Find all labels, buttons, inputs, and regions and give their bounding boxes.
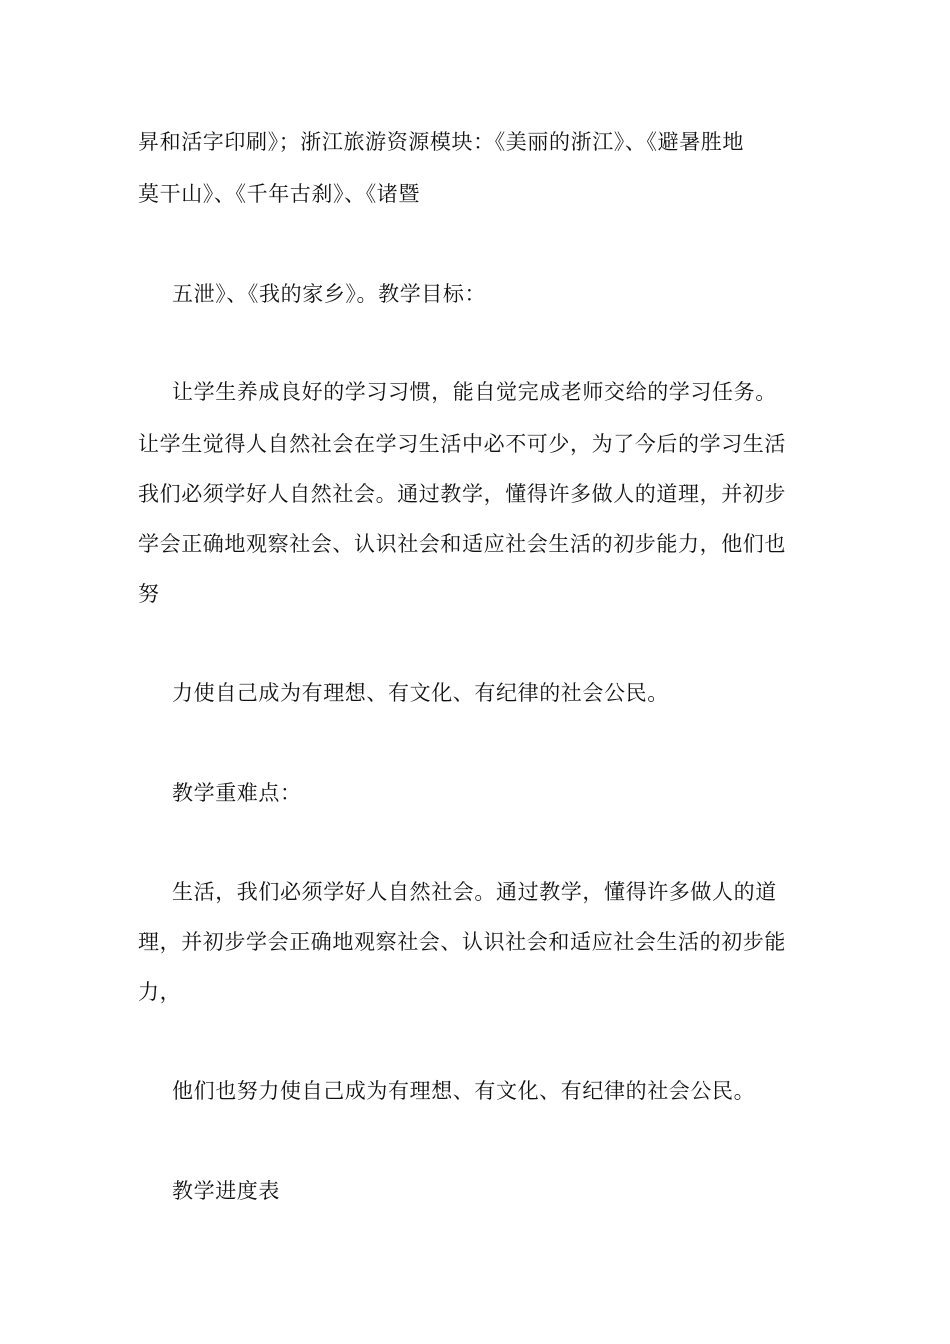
text-line-5: 让学生觉得人自然社会在学习生活中必不可少，为了今后的学习生活 bbox=[138, 432, 786, 456]
text-line-7: 学会正确地观察社会、认识社会和适应社会生活的初步能力，他们也 bbox=[138, 532, 786, 556]
text-line-6: 我们必须学好人自然社会。通过教学，懂得许多做人的道理，并初步 bbox=[138, 482, 786, 506]
section-heading-key-points: 教学重难点： bbox=[172, 781, 302, 805]
text-line-3: 五泄》、《我的家乡》。教学目标： bbox=[172, 282, 487, 306]
text-line-9: 力使自己成为有理想、有文化、有纪律的社会公民。 bbox=[172, 681, 669, 705]
section-heading-schedule: 教学进度表 bbox=[172, 1179, 280, 1203]
text-line-1: 昇和活字印刷》；浙江旅游资源模块：《美丽的浙江》、《避暑胜地 bbox=[138, 130, 744, 154]
text-line-11: 生活，我们必须学好人自然社会。通过教学，懂得许多做人的道 bbox=[172, 880, 777, 904]
text-line-2: 莫干山》、《千年古刹》、《诸暨 bbox=[138, 182, 420, 206]
text-line-4: 让学生养成良好的学习习惯，能自觉完成老师交给的学习任务。 bbox=[172, 380, 777, 404]
text-line-8: 努 bbox=[138, 582, 160, 606]
text-line-13: 力， bbox=[138, 980, 182, 1004]
text-line-12: 理，并初步学会正确地观察社会、认识社会和适应社会生活的初步能 bbox=[138, 930, 786, 954]
text-line-14: 他们也努力使自己成为有理想、有文化、有纪律的社会公民。 bbox=[172, 1079, 756, 1103]
